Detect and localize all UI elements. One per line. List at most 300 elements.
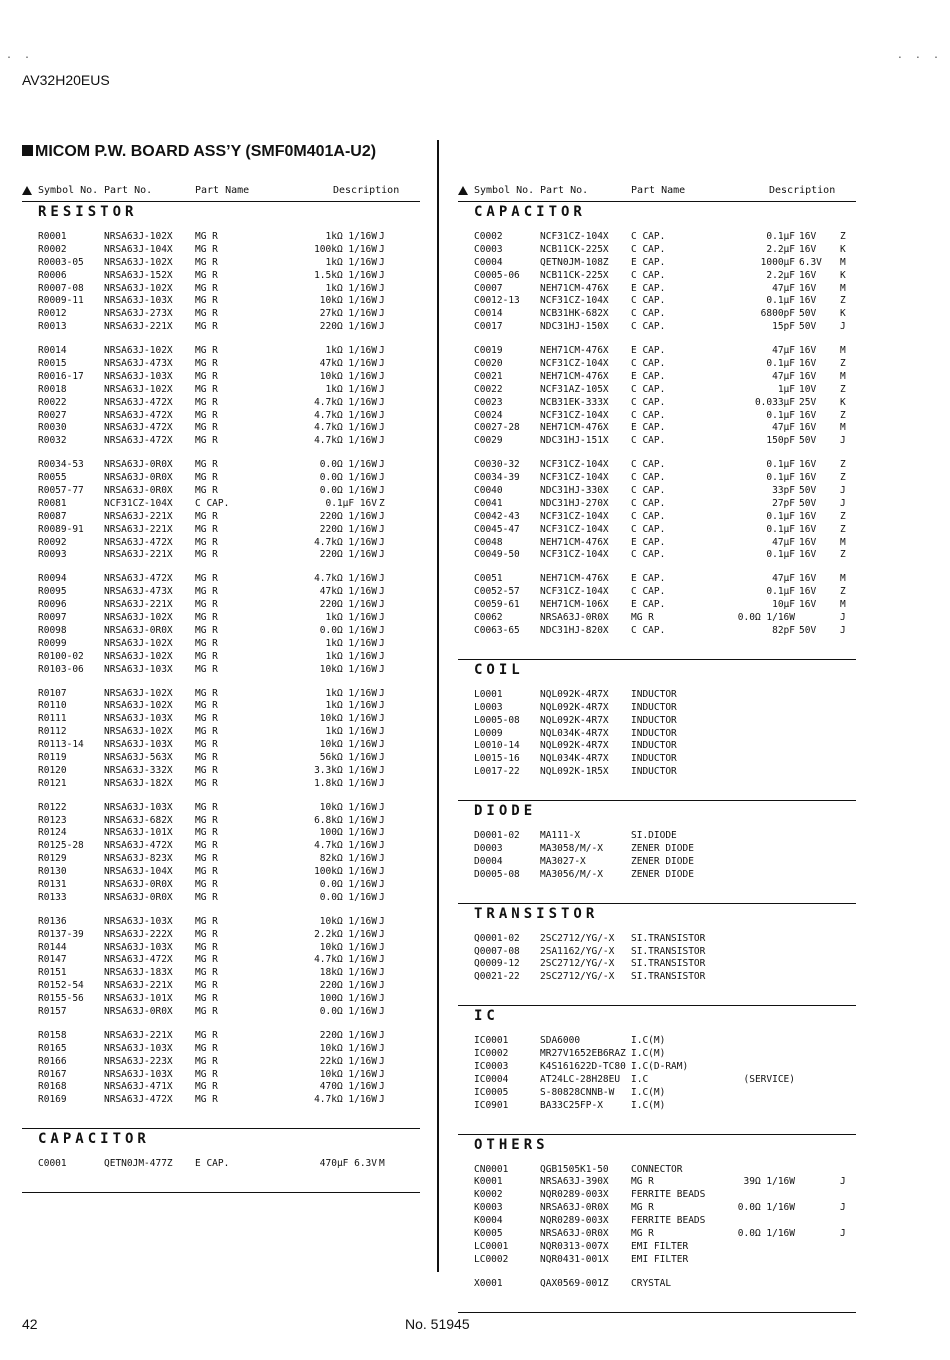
table-row	[22, 1069, 420, 1082]
part-name: MG R	[195, 409, 218, 421]
description-value: 27kΩ 1/16W	[319, 308, 377, 320]
part-no: S-80828CNNB-W	[540, 1086, 615, 1098]
part-no: NRSA63J-152X	[104, 269, 173, 281]
symbol-no: K0003	[474, 1202, 503, 1214]
table-row	[458, 371, 856, 384]
description-value: 0.0Ω 1/16W	[319, 878, 377, 890]
table-row	[458, 843, 856, 856]
table-row	[22, 244, 420, 257]
part-no: NCB31EK-333X	[540, 396, 609, 408]
description-rating: 10V	[799, 383, 817, 395]
part-no: NQR0313-007X	[540, 1240, 609, 1252]
description-value: 10kΩ 1/16W	[319, 370, 377, 382]
part-name: MG R	[195, 282, 218, 294]
description-tolerance: J	[840, 321, 846, 333]
part-no: NRSA63J-390X	[540, 1176, 609, 1188]
description-value: 470μF 6.3V	[319, 1158, 377, 1170]
table-row	[458, 933, 856, 946]
part-name: INDUCTOR	[631, 727, 677, 739]
description-value: 0.0Ω 1/16W	[737, 1202, 795, 1214]
section-title: RESISTOR	[38, 204, 138, 220]
description-tolerance: J	[379, 459, 385, 471]
part-no: NCF31CZ-104X	[540, 523, 609, 535]
part-name: MG R	[195, 915, 218, 927]
table-row	[458, 715, 856, 728]
description-tolerance: J	[379, 650, 385, 662]
symbol-no: K0005	[474, 1227, 503, 1239]
part-no: NDC31HJ-150X	[540, 321, 609, 333]
part-name: MG R	[195, 853, 218, 865]
row-group	[458, 1278, 856, 1291]
part-no: NRSA63J-221X	[104, 523, 173, 535]
symbol-no: R0110	[38, 700, 67, 712]
part-name: MG R	[195, 472, 218, 484]
description-rating: 16V	[799, 231, 817, 242]
part-no: NRSA63J-102X	[104, 700, 173, 712]
description-tolerance: J	[379, 269, 385, 281]
description-tolerance: K	[840, 243, 846, 255]
part-name: MG R	[195, 663, 218, 675]
part-name: E CAP.	[631, 422, 666, 434]
description-value: 0.1μF 16V	[325, 497, 377, 509]
table-row	[458, 971, 856, 984]
description-tolerance: J	[379, 422, 385, 434]
part-name: INDUCTOR	[631, 740, 677, 752]
table-row	[22, 739, 420, 752]
part-no: NRSA63J-332X	[104, 764, 173, 776]
description-value: 0.0Ω 1/16W	[319, 1005, 377, 1017]
part-name: MG R	[195, 422, 218, 434]
part-no: SDA6000	[540, 1035, 581, 1047]
symbol-no: C0004	[474, 256, 503, 268]
description-tolerance: J	[379, 485, 385, 497]
table-row	[22, 1094, 420, 1107]
description-value: 220Ω 1/16W	[319, 1029, 377, 1041]
part-no: NRSA63J-223X	[104, 1055, 173, 1067]
table-row	[22, 815, 420, 828]
section-title: COIL	[474, 661, 524, 678]
part-no: NRSA63J-102X	[104, 637, 173, 649]
table-row	[458, 599, 856, 612]
description-tolerance: Z	[840, 523, 846, 535]
description-value: 10kΩ 1/16W	[319, 941, 377, 953]
table-row	[22, 358, 420, 371]
symbol-no: C0045-47	[474, 523, 520, 535]
description-tolerance: M	[840, 573, 846, 585]
table-row	[22, 345, 420, 358]
symbol-no: L0015-16	[474, 753, 520, 765]
table-row	[22, 295, 420, 308]
table-row	[22, 778, 420, 791]
description-value: 1kΩ 1/16W	[325, 282, 377, 294]
symbol-no: R0155-56	[38, 993, 84, 1005]
header-part-name: Part Name	[631, 185, 686, 196]
part-name: MG R	[195, 993, 218, 1005]
symbol-no: R0100-02	[38, 650, 84, 662]
description-tolerance: J	[379, 866, 385, 878]
symbol-no: R0152-54	[38, 980, 84, 992]
part-name: MG R	[195, 256, 218, 268]
symbol-no: R0169	[38, 1094, 67, 1106]
symbol-no: R0133	[38, 891, 67, 903]
header-description: Description	[769, 185, 836, 196]
part-name: MG R	[631, 1202, 654, 1214]
table-row	[22, 1030, 420, 1043]
part-name: MG R	[195, 269, 218, 281]
part-name: EMI FILTER	[631, 1240, 689, 1252]
part-name: C CAP.	[631, 435, 666, 447]
part-no: NRSA63J-472X	[104, 536, 173, 548]
description-value: 10kΩ 1/16W	[319, 1068, 377, 1080]
part-name: ZENER DIODE	[631, 868, 694, 880]
part-name: INDUCTOR	[631, 688, 677, 700]
part-name: MG R	[195, 435, 218, 447]
table-row	[22, 459, 420, 472]
row-group	[22, 573, 420, 676]
part-name: MG R	[195, 954, 218, 966]
symbol-no: R0125-28	[38, 840, 84, 852]
description-rating: 50V	[799, 321, 817, 333]
description-tolerance: J	[379, 1094, 385, 1106]
description-rating: 25V	[799, 396, 817, 408]
part-name: ZENER DIODE	[631, 855, 694, 867]
table-row	[458, 586, 856, 599]
symbol-no: R0089-91	[38, 523, 84, 535]
symbol-no: R0012	[38, 308, 67, 320]
description-tolerance: J	[379, 751, 385, 763]
symbol-no: C0040	[474, 485, 503, 497]
part-no: NRSA63J-0R0X	[104, 878, 173, 890]
part-name: MG R	[195, 308, 218, 320]
symbol-no: C0027-28	[474, 422, 520, 434]
description-value: 10kΩ 1/16W	[319, 713, 377, 725]
header-description: Description	[333, 185, 400, 196]
part-no: NDC31HJ-151X	[540, 435, 609, 447]
row-group	[458, 689, 856, 779]
description-value: 33pF	[772, 485, 795, 497]
part-no: NRSA63J-103X	[104, 739, 173, 751]
description-rating: 16V	[799, 599, 817, 611]
description-tolerance: J	[840, 485, 846, 497]
symbol-no: R0137-39	[38, 928, 84, 940]
table-row	[22, 586, 420, 599]
part-name: MG R	[195, 866, 218, 878]
part-name: INDUCTOR	[631, 714, 677, 726]
part-name: SI.DIODE	[631, 830, 677, 842]
description-value: (SERVICE)	[743, 1073, 795, 1085]
row-group	[458, 573, 856, 637]
table-row	[458, 728, 856, 741]
description-tolerance: J	[379, 308, 385, 320]
part-no: NCF31CZ-104X	[540, 510, 609, 522]
section-body	[458, 1156, 856, 1313]
model-number: AV32H20EUS	[22, 72, 110, 88]
symbol-no: D0003	[474, 842, 503, 854]
description-value: 0.0Ω 1/16W	[319, 459, 377, 471]
part-name: I.C(M)	[631, 1035, 666, 1047]
description-tolerance: J	[840, 1202, 846, 1214]
symbol-no: C0022	[474, 383, 503, 395]
part-no: NDC31HJ-330X	[540, 485, 609, 497]
description-value: 0.1μF	[766, 586, 795, 598]
part-name: C CAP.	[631, 523, 666, 535]
table-row	[458, 422, 856, 435]
row-group	[458, 1164, 856, 1267]
description-tolerance: J	[379, 345, 385, 357]
header-symbol: Symbol No.	[38, 185, 99, 196]
part-no: NCF31AZ-105X	[540, 383, 609, 395]
symbol-no: R0166	[38, 1055, 67, 1067]
description-tolerance: Z	[379, 497, 385, 509]
part-no: NQL092K-4R7X	[540, 701, 609, 713]
column-header	[22, 181, 420, 202]
symbol-no: R0013	[38, 321, 67, 333]
description-value: 10kΩ 1/16W	[319, 801, 377, 813]
part-no: NRSA63J-101X	[104, 993, 173, 1005]
symbol-no: C0001	[38, 1158, 67, 1170]
symbol-no: C0049-50	[474, 549, 520, 561]
document-number: No. 51945	[405, 1316, 470, 1332]
description-value: 0.1μF	[766, 295, 795, 307]
description-value: 47μF	[772, 282, 795, 294]
table-row	[458, 549, 856, 562]
symbol-no: R0081	[38, 497, 67, 509]
description-value: 0.0Ω 1/16W	[319, 891, 377, 903]
part-name: ZENER DIODE	[631, 842, 694, 854]
part-name: MG R	[195, 321, 218, 333]
table-row	[22, 1043, 420, 1056]
description-tolerance: J	[840, 1227, 846, 1239]
part-name: E CAP.	[631, 599, 666, 611]
table-row	[458, 397, 856, 410]
part-no: NRSA63J-0R0X	[540, 612, 609, 624]
table-row	[22, 524, 420, 537]
symbol-no: C0029	[474, 435, 503, 447]
description-tolerance: Z	[840, 383, 846, 395]
table-row	[458, 472, 856, 485]
symbol-no: R0144	[38, 941, 67, 953]
part-name: SI.TRANSISTOR	[631, 932, 706, 944]
table-row	[458, 358, 856, 371]
table-row	[458, 435, 856, 448]
description-value: 220Ω 1/16W	[319, 510, 377, 522]
description-value: 0.0Ω 1/16W	[737, 1227, 795, 1239]
part-name: SI.TRANSISTOR	[631, 958, 706, 970]
table-row	[22, 954, 420, 967]
description-rating: 16V	[799, 549, 817, 561]
part-no: BA33C25FP-X	[540, 1099, 603, 1111]
table-row	[22, 929, 420, 942]
part-no: NQL092K-1R5X	[540, 766, 609, 778]
part-name: C CAP.	[631, 321, 666, 333]
part-name: MG R	[631, 1176, 654, 1188]
symbol-no: R0055	[38, 472, 67, 484]
part-name: MG R	[195, 624, 218, 636]
part-name: MG R	[195, 687, 218, 699]
description-tolerance: J	[379, 700, 385, 712]
symbol-no: R0119	[38, 751, 67, 763]
right-parts-column	[458, 181, 856, 1313]
parts-section	[458, 1006, 856, 1134]
description-rating: 16V	[799, 295, 817, 307]
part-no: NRSA63J-682X	[104, 814, 173, 826]
description-tolerance: J	[379, 814, 385, 826]
description-rating: 16V	[799, 472, 817, 484]
description-value: 1kΩ 1/16W	[325, 726, 377, 738]
part-name: E CAP.	[631, 370, 666, 382]
symbol-no: R0111	[38, 713, 67, 725]
table-row	[458, 830, 856, 843]
description-value: 47kΩ 1/16W	[319, 358, 377, 370]
part-name: MG R	[631, 612, 654, 624]
part-no: 2SC2712/YG/-X	[540, 932, 615, 944]
description-tolerance: K	[840, 308, 846, 320]
description-tolerance: J	[379, 941, 385, 953]
table-row	[22, 765, 420, 778]
part-name: MG R	[195, 345, 218, 357]
symbol-no: R0157	[38, 1005, 67, 1017]
table-row	[458, 958, 856, 971]
part-name: C CAP.	[195, 497, 230, 509]
row-group	[22, 231, 420, 334]
part-name: MG R	[195, 764, 218, 776]
symbol-no: X0001	[474, 1277, 503, 1289]
part-no: NRSA63J-0R0X	[104, 1005, 173, 1017]
page-number: 42	[22, 1316, 38, 1332]
part-no: NEH71CM-106X	[540, 599, 609, 611]
description-tolerance: Z	[840, 295, 846, 307]
symbol-no: R0014	[38, 345, 67, 357]
description-tolerance: M	[840, 536, 846, 548]
part-name: MG R	[195, 700, 218, 712]
part-no: NRSA63J-0R0X	[104, 891, 173, 903]
description-tolerance: K	[840, 396, 846, 408]
part-no: NRSA63J-104X	[104, 866, 173, 878]
part-name: MG R	[195, 573, 218, 585]
description-value: 82pF	[772, 624, 795, 636]
table-row	[22, 638, 420, 651]
parts-section	[458, 660, 856, 801]
part-no: NCB11CK-225X	[540, 269, 609, 281]
table-row	[458, 1061, 856, 1074]
description-value: 220Ω 1/16W	[319, 599, 377, 611]
symbol-no: R0016-17	[38, 370, 84, 382]
board-title-text: MICOM P.W. BOARD ASS’Y (SMF0M401A-U2)	[35, 143, 377, 160]
description-rating: 16V	[799, 459, 817, 471]
table-row	[22, 713, 420, 726]
row-group	[22, 345, 420, 448]
square-bullet-icon	[22, 145, 33, 156]
part-name: MG R	[195, 1005, 218, 1017]
description-tolerance: J	[379, 1042, 385, 1054]
section-title: TRANSISTOR	[474, 905, 599, 922]
description-value: 0.0Ω 1/16W	[319, 485, 377, 497]
description-value: 4.7kΩ 1/16W	[314, 536, 377, 548]
description-tolerance: J	[379, 435, 385, 447]
table-row	[22, 308, 420, 321]
part-name: MG R	[195, 967, 218, 979]
description-tolerance: Z	[840, 586, 846, 598]
part-no: NRSA63J-472X	[104, 954, 173, 966]
description-tolerance: J	[379, 840, 385, 852]
description-tolerance: M	[840, 422, 846, 434]
table-row	[458, 511, 856, 524]
table-row	[458, 295, 856, 308]
table-row	[458, 257, 856, 270]
table-row	[22, 270, 420, 283]
part-no: NRSA63J-103X	[104, 941, 173, 953]
symbol-no: R0030	[38, 422, 67, 434]
part-name: E CAP.	[631, 256, 666, 268]
part-no: NRSA63J-221X	[104, 510, 173, 522]
part-no: NQR0431-001X	[540, 1253, 609, 1265]
symbol-no: Q0021-22	[474, 971, 520, 983]
symbol-no: R0130	[38, 866, 67, 878]
description-tolerance: Z	[840, 358, 846, 370]
part-no: NRSA63J-102X	[104, 282, 173, 294]
part-no: MR27V1652EB6RAZ	[540, 1048, 626, 1060]
symbol-no: R0093	[38, 549, 67, 561]
part-no: NRSA63J-473X	[104, 586, 173, 598]
description-tolerance: J	[379, 409, 385, 421]
description-tolerance: J	[379, 726, 385, 738]
symbol-no: R0006	[38, 269, 67, 281]
table-row	[458, 689, 856, 702]
parts-section	[22, 202, 420, 1129]
table-row	[458, 1176, 856, 1189]
description-rating: 16V	[799, 573, 817, 585]
section-body	[458, 681, 856, 801]
part-name: C CAP.	[631, 295, 666, 307]
description-value: 82kΩ 1/16W	[319, 853, 377, 865]
row-group	[458, 830, 856, 882]
description-value: 10kΩ 1/16W	[319, 915, 377, 927]
description-value: 2.2μF	[766, 243, 795, 255]
symbol-no: D0001-02	[474, 830, 520, 842]
part-no: NRSA63J-472X	[104, 396, 173, 408]
description-tolerance: J	[379, 383, 385, 395]
table-row	[22, 371, 420, 384]
symbol-no: R0003-05	[38, 256, 84, 268]
symbol-no: C0059-61	[474, 599, 520, 611]
table-row	[458, 573, 856, 586]
description-tolerance: J	[840, 624, 846, 636]
section-body	[458, 925, 856, 1007]
description-value: 0.1μF	[766, 459, 795, 471]
table-row	[458, 753, 856, 766]
part-name: MG R	[195, 814, 218, 826]
part-name: C CAP.	[631, 549, 666, 561]
table-row	[22, 866, 420, 879]
table-row	[22, 435, 420, 448]
left-sections	[22, 202, 420, 1193]
description-value: 39Ω 1/16W	[743, 1176, 795, 1188]
part-name: MG R	[195, 536, 218, 548]
description-value: 0.0Ω 1/16W	[319, 472, 377, 484]
symbol-no: R0165	[38, 1042, 67, 1054]
table-row	[22, 231, 420, 244]
part-name: C CAP.	[631, 624, 666, 636]
section-body	[458, 1027, 856, 1134]
description-tolerance: J	[379, 624, 385, 636]
description-tolerance: M	[379, 1158, 385, 1170]
description-tolerance: M	[840, 282, 846, 294]
description-tolerance: M	[840, 370, 846, 382]
table-row	[22, 384, 420, 397]
symbol-no: C0019	[474, 345, 503, 357]
description-tolerance: J	[379, 295, 385, 307]
board-title	[22, 143, 376, 161]
